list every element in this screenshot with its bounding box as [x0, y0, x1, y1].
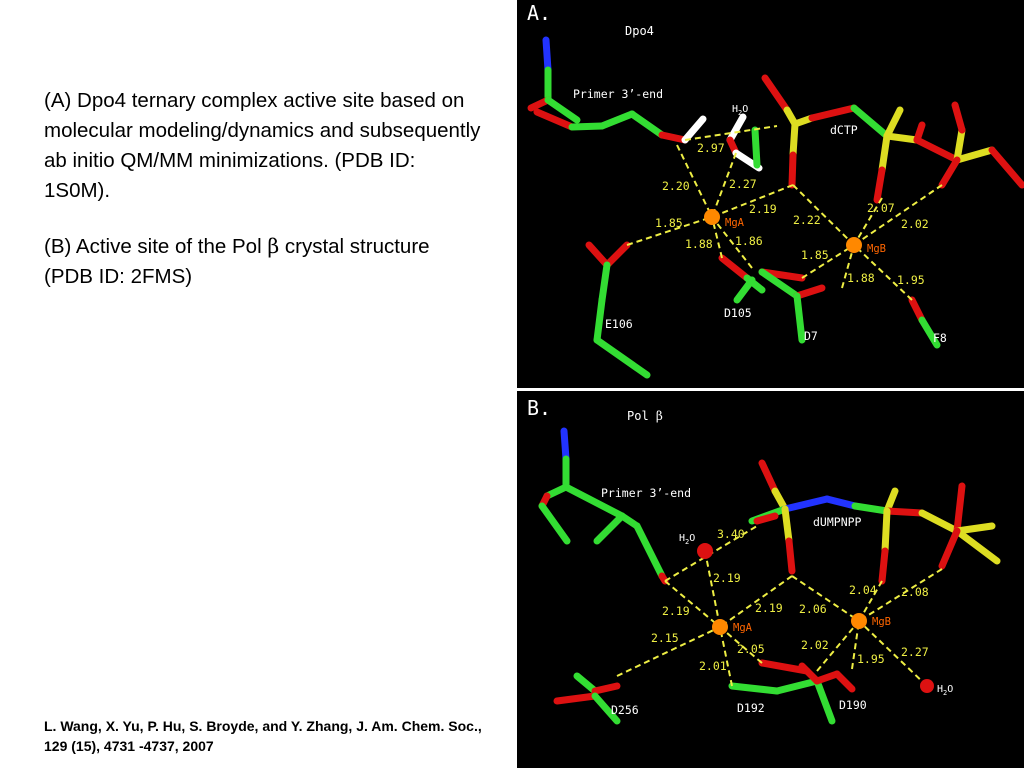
distance-label: 2.01: [699, 659, 727, 673]
distance-label: 2.20: [662, 179, 690, 193]
label-f8: F8: [933, 331, 947, 345]
distance-label: 2.27: [729, 177, 757, 191]
label-primer-a: Primer 3’-end: [573, 87, 664, 101]
distance-label: 1.95: [857, 652, 885, 666]
label-e106: E106: [605, 317, 633, 331]
panel-a-tag: A.: [527, 1, 552, 25]
label-h2o-a: $H_2O$: [732, 104, 749, 117]
distance-label: 1.86: [735, 234, 763, 248]
caption-b-prefix: (B) Active site of the Pol: [44, 235, 268, 258]
distance-label: 2.27: [901, 645, 929, 659]
water-oxygen-1: [697, 543, 713, 559]
panel-b-text: [527, 396, 953, 717]
distance-label: 2.19: [662, 604, 690, 618]
water-oxygen-2: [920, 679, 934, 693]
citation: L. Wang, X. Yu, P. Hu, S. Broyde, and Y. Zhang, J. Am. Chem. Soc., 129 (15), 4731 -4737, 2007: [44, 718, 482, 754]
distance-label: 2.02: [801, 638, 829, 652]
caption-b-symbol: β: [267, 234, 280, 258]
label-d192: D192: [737, 701, 765, 715]
distance-label: 1.88: [685, 237, 713, 251]
distance-label: 2.04: [849, 583, 877, 597]
label-d105: D105: [724, 306, 752, 320]
distance-label: 2.15: [651, 631, 679, 645]
panel-b-title: Pol β: [627, 409, 663, 423]
panel-b: [517, 391, 1024, 768]
distance-label: 2.97: [697, 141, 725, 155]
distance-label: 1.85: [801, 248, 829, 262]
label-d7: D7: [804, 329, 818, 343]
distance-label: 3.40: [717, 527, 745, 541]
primer-nitrogen-bond: [546, 40, 548, 70]
panel-b-tag: B.: [527, 396, 552, 420]
mg-a-ion: [712, 619, 728, 635]
distance-label: 2.06: [799, 602, 827, 616]
label-primer-b: Primer 3’-end: [601, 486, 692, 500]
distance-label: 2.02: [901, 217, 929, 231]
distance-label: 2.19: [749, 202, 777, 216]
label-h2o-b2: $H_2O$: [937, 684, 954, 697]
distance-label: 1.95: [897, 273, 925, 287]
label-h2o-b: $H_2O$: [679, 533, 696, 546]
label-d256: D256: [611, 703, 639, 717]
distance-label: 2.22: [793, 213, 821, 227]
label-mgb-a: MgB: [867, 243, 886, 255]
panel-b-structure: [517, 391, 1024, 768]
label-mgb-b: MgB: [872, 616, 891, 628]
mg-b-ion: [851, 613, 867, 629]
figure-caption: [44, 86, 484, 317]
label-dumpnpp: dUMPNPP: [813, 515, 862, 529]
panel-a: [517, 0, 1024, 388]
panel-b-sticks: [542, 431, 997, 721]
distance-label: 2.05: [737, 642, 765, 656]
distance-label: 2.19: [713, 571, 741, 585]
caption-a: (A) Dpo4 ternary complex active site based on molecular modeling/dynamics and subsequently ab initio QM/MM minimizations. (PDB ID: 1S0M).: [44, 89, 481, 202]
label-mga-a: MgA: [725, 217, 744, 229]
caption-b: [44, 231, 484, 292]
caption-b-suffix: crystal structure (PDB ID: 2FMS): [44, 235, 430, 288]
distance-label: 2.19: [755, 601, 783, 615]
label-mga-b: MgA: [733, 622, 752, 634]
distance-label: 1.88: [847, 271, 875, 285]
panel-a-title: Dpo4: [625, 24, 654, 38]
distance-label: 2.07: [867, 201, 895, 215]
label-dctp: dCTP: [830, 123, 858, 137]
mg-a-ion: [704, 209, 720, 225]
mg-b-ion: [846, 237, 862, 253]
distance-label: 1.85: [655, 216, 683, 230]
distance-label: 2.08: [901, 585, 929, 599]
label-d190: D190: [839, 698, 867, 712]
panel-a-structure: [517, 0, 1024, 388]
